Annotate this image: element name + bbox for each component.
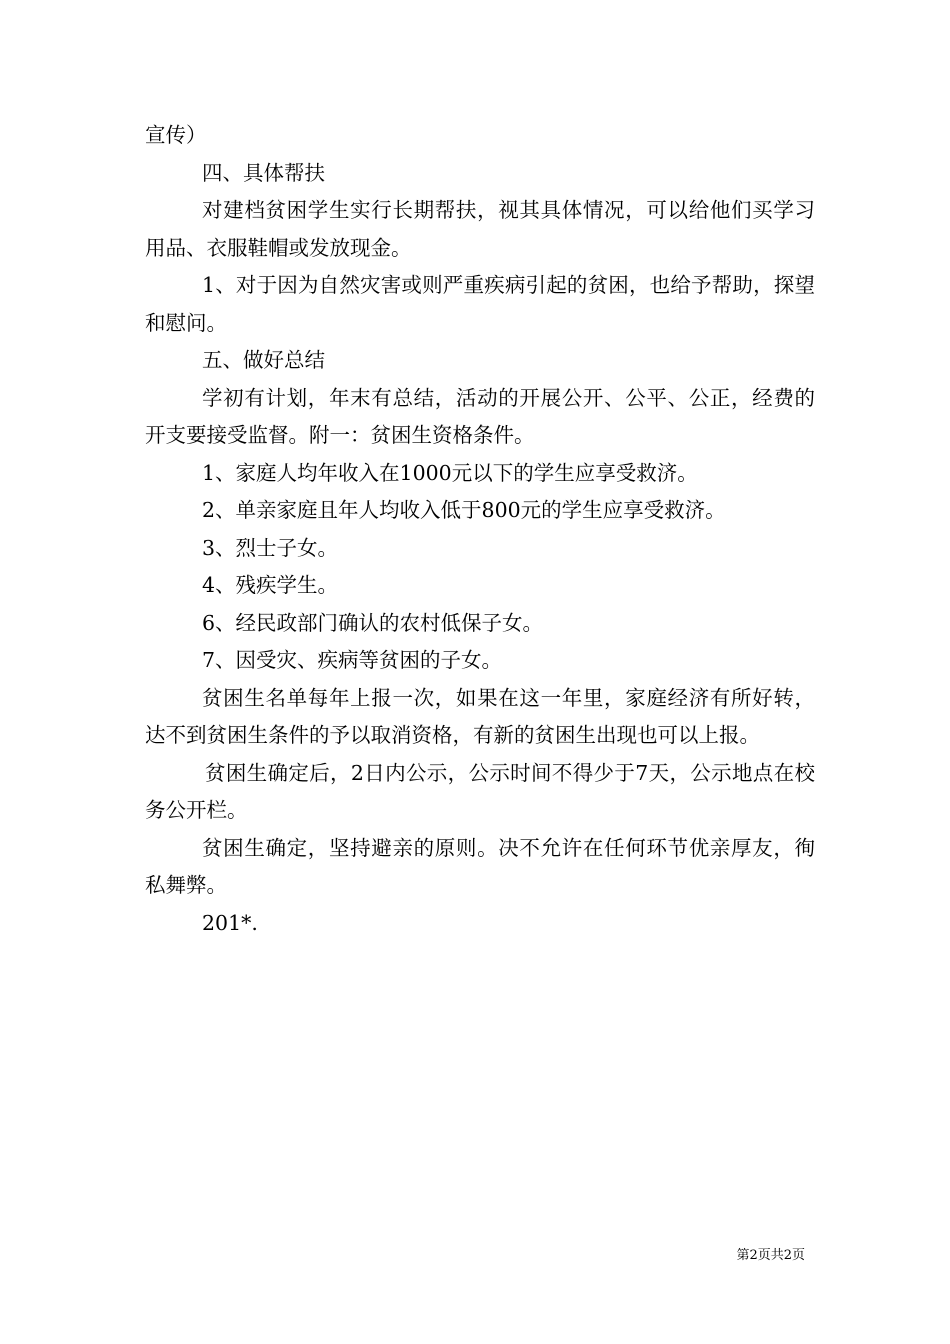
section-heading: 四、具体帮扶 [202, 160, 325, 185]
list-item: 6、经民政部门确认的农村低保子女。 [202, 610, 544, 635]
list-item: 3、烈士子女。 [202, 535, 339, 560]
list-item: 7、因受灾、疾病等贫困的子女。 [202, 648, 503, 672]
page-number-footer: 第2页共2页 [736, 1248, 805, 1263]
section-heading: 五、做好总结 [202, 348, 325, 372]
list-item: 1、家庭人均年收入在1000元以下的学生应享受救济。 [202, 460, 698, 485]
document-body [145, 117, 815, 942]
list-item: 2、单亲家庭且年人均收入低于800元的学生应享受救济。 [202, 498, 726, 522]
paragraph: 贫困生确定后，2日内公示，公示时间不得少于7天，公示地点在校务公开栏。 [145, 760, 815, 822]
paragraph: 对建档贫困学生实行长期帮扶，视其具体情况，可以给他们买学习用品、衣服鞋帽或发放现金。 [145, 198, 815, 260]
date-line: 201*. [202, 910, 258, 935]
paragraph: 宣传） [145, 123, 207, 147]
paragraph: 1、对于因为自然灾害或则严重疾病引起的贫困，也给予帮助，探望和慰问。 [145, 273, 815, 335]
list-item: 4、残疾学生。 [202, 573, 339, 597]
paragraph: 贫困生名单每年上报一次，如果在这一年里，家庭经济有所好转，达不到贫困生条件的予以取消资格，有新的贫困生出现也可以上报。 [145, 685, 815, 747]
paragraph: 学初有计划，年末有总结，活动的开展公开、公平、公正，经费的开支要接受监督。附一：贫困生资格条件。 [145, 385, 815, 447]
paragraph: 贫困生确定，坚持避亲的原则。决不允许在任何环节优亲厚友，徇私舞弊。 [145, 835, 815, 897]
